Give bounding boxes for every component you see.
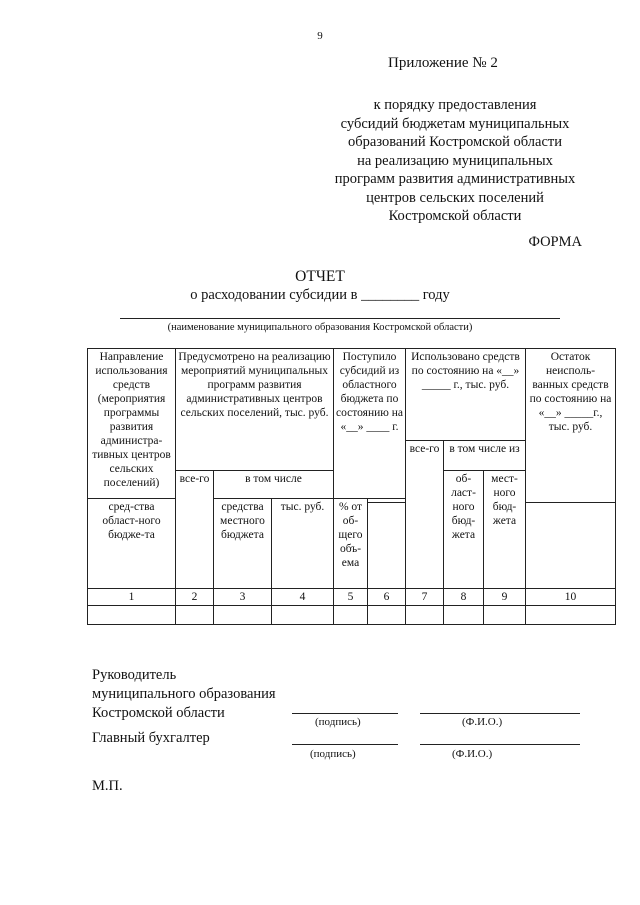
accountant-name-line[interactable] [420,744,580,745]
column-number: 7 [406,589,444,606]
appendix-title: Приложение № 2 [388,55,498,71]
column-number: 6 [368,589,406,606]
header-remaining: Остаток неисполь-ванных средств по состоянию на «__» _____г., тыс. руб. [526,349,616,503]
procedure-line: образований Костромской области [348,134,562,150]
column-number: 4 [272,589,334,606]
report-title: ОТЧЕТ [295,268,345,285]
header-used-total: все-го [406,441,444,589]
header-planned: Предусмотрено на реализацию мероприятий муниципальных программ развития административных центров сельских поселений, тыс. руб. [176,349,334,471]
table-cell[interactable] [88,606,176,625]
accountant-name-caption: (Ф.И.О.) [452,748,493,760]
table-cell[interactable] [406,606,444,625]
header-used-local: мест-ного бюд-жета [484,471,526,589]
table-cell[interactable] [368,606,406,625]
report-table [87,348,616,625]
procedure-line: субсидий бюджетам муниципальных [340,115,570,132]
municipality-name-line [120,318,560,319]
procedure-line: на реализацию муниципальных [357,152,553,169]
table-cell[interactable] [272,606,334,625]
table-cell[interactable] [484,606,526,625]
column-number: 5 [334,589,368,606]
head-title-line: Руководитель [92,667,177,683]
table-cell[interactable] [334,606,368,625]
header-received: Поступило субсидий из областного бюджета по состоянию на «__» ____ г. [334,349,406,499]
header-percent-total: % от об-щего объ-ема [334,499,368,589]
header-used-regional: об-ласт-ного бюд-жета [444,471,484,589]
column-number: 10 [526,589,616,606]
header-blank [526,503,616,589]
header-direction: Направление использования средств (мероприятия программы развития администра-тивных центров сельских поселений) [88,349,176,499]
column-number: 3 [214,589,272,606]
column-number: 2 [176,589,214,606]
table-cell[interactable] [444,606,484,625]
head-signature-line[interactable] [292,713,398,714]
head-name-caption: (Ф.И.О.) [462,716,503,728]
head-signature-block [92,666,276,723]
form-label: ФОРМА [528,234,582,250]
head-title-line: Костромской области [92,705,225,721]
header-local-funds: средства местного бюджета [214,499,272,589]
procedure-line: центров сельских поселений [366,189,544,206]
header-used: Использовано средств по состоянию на «__» _____ г., тыс. руб. [406,349,526,441]
header-regional-funds: сред-ства област-ного бюдже-та [88,499,176,589]
appendix-procedure [300,96,610,226]
procedure-line: программ развития административных [334,171,576,187]
head-signature-caption: (подпись) [315,716,361,728]
report-subtitle: о расходовании субсидии в ________ году [190,287,450,303]
head-name-line[interactable] [420,713,580,714]
column-number: 1 [88,589,176,606]
chief-accountant-label: Главный бухгалтер [92,730,210,746]
column-number: 9 [484,589,526,606]
header-thousand-rub: тыс. руб. [272,499,334,589]
table-cell[interactable] [176,606,214,625]
accountant-signature-caption: (подпись) [310,748,356,760]
municipality-hint: (наименование муниципального образования Костромской области) [167,322,473,333]
header-planned-including: в том числе [214,471,334,499]
procedure-line: Костромской области [388,208,522,224]
header-used-including: в том числе из [444,441,526,471]
stamp-label: М.П. [92,778,123,794]
table-cell[interactable] [214,606,272,625]
head-title-line: муниципального образования [92,686,276,702]
procedure-line: к порядку предоставления [373,97,537,113]
accountant-signature-line[interactable] [292,744,398,745]
column-number: 8 [444,589,484,606]
header-planned-total: все-го [176,471,214,589]
header-blank [368,503,406,589]
page-number: 9 [317,30,323,42]
table-cell[interactable] [526,606,616,625]
